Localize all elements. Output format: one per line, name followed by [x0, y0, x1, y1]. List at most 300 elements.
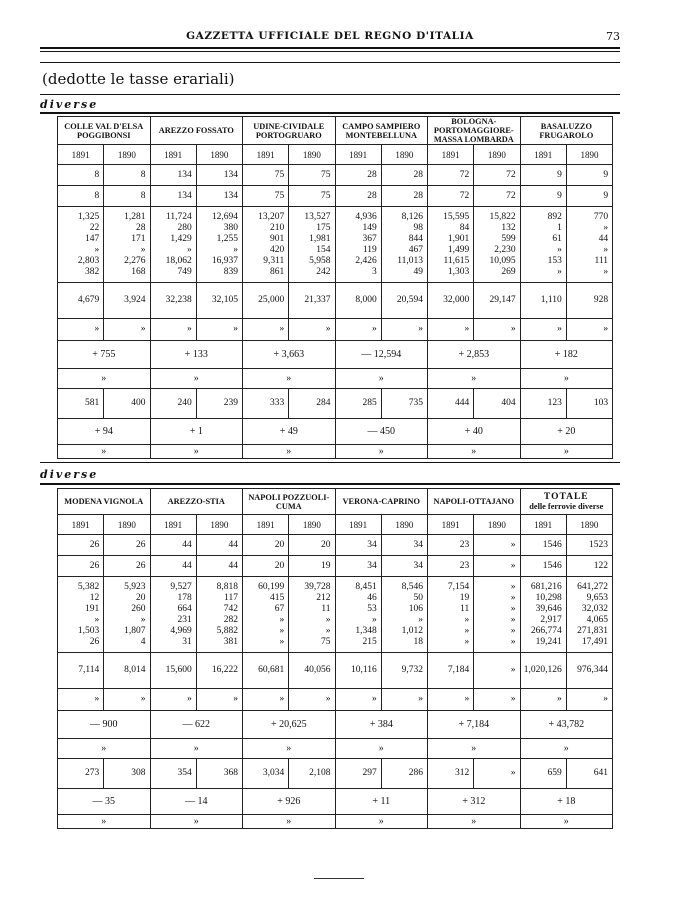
value-cell — [474, 165, 520, 186]
value-text: 60,681 — [258, 665, 285, 675]
difference-cell: + 20 — [520, 419, 613, 445]
value-text: 15,595 84 1,901 1,499 11,615 1,303 — [443, 211, 470, 277]
railway-table-2 — [57, 488, 613, 829]
difference-cell: — 622 — [150, 711, 243, 739]
value-cell — [428, 535, 474, 556]
value-cell — [520, 535, 566, 556]
value-text: 34 — [367, 539, 377, 550]
value-text: 28 — [413, 169, 424, 180]
value-cell — [104, 653, 150, 689]
value-text: 928 — [593, 295, 609, 305]
value-text: » — [279, 694, 285, 704]
value-cell — [520, 319, 566, 341]
value-cell — [381, 759, 427, 789]
value-cell — [243, 283, 289, 319]
difference-cell: + 1 — [150, 419, 243, 445]
value-cell — [381, 283, 427, 319]
difference-cell: + 18 — [520, 789, 613, 815]
value-text: 134 — [177, 190, 192, 201]
year-cell: 1890 — [289, 515, 335, 535]
value-text: 16,222 — [211, 665, 239, 675]
value-text: 134 — [223, 169, 239, 180]
value-text: 72 — [506, 190, 516, 201]
value-text: 9 — [557, 190, 562, 201]
value-text: » — [464, 324, 470, 334]
value-cell — [196, 389, 242, 419]
value-text: 9 — [603, 169, 609, 180]
difference-cell: + 11 — [335, 789, 428, 815]
value-text: 39,728 212 11 » » 75 — [304, 581, 331, 647]
value-text: 284 — [316, 398, 331, 408]
difference-cell: + 312 — [428, 789, 521, 815]
value-text: 23 — [459, 539, 470, 550]
value-cell — [243, 186, 289, 207]
table-row — [58, 577, 613, 653]
value-cell — [335, 535, 381, 556]
value-text: 681,216 10,298 39,646 2,917 266,774 19,241 — [530, 581, 562, 647]
year-cell: 1891 — [243, 145, 289, 165]
column-header — [520, 489, 613, 515]
value-text: 15,600 — [165, 665, 192, 675]
value-cell — [243, 535, 289, 556]
column-header: BOLOGNA-PORTOMAGGIORE-MASSA LOMBARDA — [428, 117, 521, 145]
value-text: 21,337 — [304, 295, 331, 305]
value-text: 60,199 415 67 » » » — [258, 581, 285, 647]
value-text: » — [464, 694, 470, 704]
value-cell — [566, 689, 612, 711]
difference-cell: » — [150, 739, 243, 759]
column-header: UDINE-CIVIDALE PORTOGRUARO — [243, 117, 336, 145]
value-cell — [474, 653, 520, 689]
value-text: 976,344 — [577, 665, 609, 675]
difference-cell: » — [243, 815, 336, 829]
value-cell — [289, 283, 335, 319]
column-header: CAMPO SAMPIERO MONTEBELLUNA — [335, 117, 428, 145]
value-text: 11,724 280 1,429 » 18,062 749 — [165, 211, 192, 277]
value-cell — [474, 319, 520, 341]
difference-cell: » — [428, 369, 521, 389]
value-text: 44 — [182, 560, 192, 571]
difference-cell: + 94 — [58, 419, 151, 445]
table-row — [58, 739, 613, 759]
value-text: 19 — [321, 560, 331, 571]
value-cell — [520, 759, 566, 789]
value-block — [150, 577, 196, 653]
value-text: 8 — [140, 190, 146, 201]
value-block — [104, 577, 150, 653]
value-cell — [566, 186, 612, 207]
value-text: 134 — [177, 169, 192, 180]
value-cell — [196, 556, 242, 577]
value-cell — [381, 389, 427, 419]
value-block — [289, 207, 335, 283]
value-text: 75 — [321, 169, 331, 180]
value-cell — [520, 186, 566, 207]
value-cell — [196, 535, 242, 556]
difference-cell: » — [428, 445, 521, 459]
year-cell: 1891 — [150, 515, 196, 535]
year-cell: 1890 — [196, 145, 242, 165]
value-text: 32,105 — [211, 295, 239, 305]
table-row — [58, 341, 613, 369]
value-text: 892 1 61 » 153 » — [547, 211, 562, 277]
year-cell: 1890 — [566, 515, 612, 535]
value-cell — [520, 556, 566, 577]
value-text: 368 — [223, 768, 239, 778]
difference-cell: » — [243, 739, 336, 759]
value-cell — [289, 186, 335, 207]
value-cell — [335, 556, 381, 577]
value-text: 134 — [223, 190, 239, 201]
value-text: 72 — [506, 169, 516, 180]
value-text: » » » » » » — [510, 581, 516, 647]
value-cell — [104, 535, 150, 556]
value-text: 1546 — [542, 539, 562, 550]
value-text: 641 — [593, 768, 609, 778]
value-cell — [474, 689, 520, 711]
value-block — [335, 577, 381, 653]
table-row — [58, 389, 613, 419]
value-text: 26 — [89, 560, 100, 571]
bottom-rule — [314, 878, 364, 879]
value-block — [196, 207, 242, 283]
value-text: » — [510, 665, 516, 675]
value-block — [566, 577, 612, 653]
subtitle-bottom-rule — [40, 94, 620, 95]
table-row — [58, 711, 613, 739]
difference-cell: » — [58, 815, 151, 829]
value-text: » — [603, 324, 609, 334]
value-text: 8 — [94, 190, 100, 201]
year-cell: 1891 — [520, 145, 566, 165]
value-text: 28 — [367, 190, 377, 201]
value-text: 8 — [94, 169, 100, 180]
year-cell: 1890 — [104, 145, 150, 165]
year-cell: 1891 — [150, 145, 196, 165]
value-text: 8,014 — [124, 665, 146, 675]
difference-cell: + 926 — [243, 789, 336, 815]
value-block — [474, 207, 520, 283]
value-text: 1546 — [542, 560, 562, 571]
year-cell: 1891 — [58, 145, 104, 165]
value-text: 297 — [362, 768, 377, 778]
value-cell — [289, 319, 335, 341]
value-text: » — [510, 324, 516, 334]
value-text: » — [233, 694, 239, 704]
value-text: » — [418, 324, 424, 334]
difference-cell: » — [335, 445, 428, 459]
column-header: BASALUZZO FRUGAROLO — [520, 117, 613, 145]
value-block — [58, 207, 104, 283]
value-text: 34 — [413, 560, 424, 571]
value-text: » — [557, 324, 562, 334]
year-cell: 1891 — [428, 145, 474, 165]
value-cell — [566, 283, 612, 319]
value-block — [196, 577, 242, 653]
value-block — [428, 207, 474, 283]
value-text: 44 — [182, 539, 192, 550]
value-cell — [381, 689, 427, 711]
subtitle: (dedotte le tasse erariali) — [42, 70, 235, 88]
value-cell — [196, 165, 242, 186]
value-block — [289, 577, 335, 653]
value-cell — [566, 653, 612, 689]
value-text: 32,000 — [443, 295, 470, 305]
table-row — [58, 419, 613, 445]
value-cell — [289, 389, 335, 419]
value-text: » — [510, 539, 516, 550]
value-text: 1523 — [589, 539, 609, 550]
table-row — [58, 556, 613, 577]
value-text: 15,822 132 599 2,230 10,095 269 — [489, 211, 516, 277]
value-cell — [566, 759, 612, 789]
year-cell: 1890 — [289, 145, 335, 165]
value-cell — [104, 759, 150, 789]
value-text: 29,147 — [489, 295, 516, 305]
column-header: COLLE VAL D'ELSA POGGIBONSI — [58, 117, 151, 145]
value-text: » — [94, 694, 100, 704]
difference-cell: — 12,594 — [335, 341, 428, 369]
value-cell — [196, 319, 242, 341]
value-text: 20,594 — [396, 295, 424, 305]
value-cell — [428, 389, 474, 419]
value-text: 23 — [459, 560, 470, 571]
difference-cell: » — [428, 739, 521, 759]
table-row — [58, 815, 613, 829]
value-text: 20 — [321, 539, 331, 550]
value-text: 770 » 44 » 111 » — [593, 211, 609, 277]
table-row — [58, 689, 613, 711]
value-cell — [474, 759, 520, 789]
value-text: 72 — [459, 190, 470, 201]
value-text: 1,325 22 147 » 2,803 382 — [77, 211, 100, 277]
value-text: 1,110 — [540, 295, 562, 305]
difference-cell: + 7,184 — [428, 711, 521, 739]
value-block — [104, 207, 150, 283]
difference-cell: + 2,853 — [428, 341, 521, 369]
difference-cell: » — [520, 739, 613, 759]
value-text: 12,694 380 1,255 » 16,937 839 — [211, 211, 239, 277]
value-block — [335, 207, 381, 283]
value-cell — [104, 689, 150, 711]
table-row — [58, 207, 613, 283]
year-cell: 1891 — [428, 515, 474, 535]
value-text: 3,034 — [262, 768, 285, 778]
difference-cell: + 133 — [150, 341, 243, 369]
section-label-1: diverse — [40, 98, 99, 111]
value-text: 273 — [85, 768, 100, 778]
value-text: 75 — [274, 190, 285, 201]
column-header: VERONA-CAPRINO — [335, 489, 428, 515]
table-row — [58, 759, 613, 789]
value-text: 308 — [131, 768, 146, 778]
value-text: 20 — [274, 560, 285, 571]
value-cell — [428, 689, 474, 711]
value-cell — [381, 556, 427, 577]
value-text: 9 — [603, 190, 609, 201]
value-cell — [335, 759, 381, 789]
value-cell — [289, 653, 335, 689]
value-cell — [150, 165, 196, 186]
table1-bottom-rule — [40, 462, 620, 463]
value-cell — [335, 689, 381, 711]
value-cell — [428, 319, 474, 341]
value-cell — [520, 283, 566, 319]
value-cell — [58, 283, 104, 319]
year-cell: 1891 — [335, 515, 381, 535]
header-rule — [40, 47, 620, 49]
year-cell: 1891 — [243, 515, 289, 535]
difference-cell: + 43,782 — [520, 711, 613, 739]
value-text: 333 — [270, 398, 285, 408]
table-row — [58, 369, 613, 389]
year-cell: 1890 — [381, 145, 427, 165]
value-text: » — [233, 324, 239, 334]
difference-cell: » — [150, 445, 243, 459]
value-cell — [243, 556, 289, 577]
value-text: 13,527 175 1,981 154 5,958 242 — [304, 211, 331, 277]
value-cell — [428, 556, 474, 577]
value-text: 444 — [455, 398, 470, 408]
value-text: 122 — [593, 560, 609, 571]
value-cell — [104, 165, 150, 186]
value-text: 26 — [136, 539, 146, 550]
value-text: 10,116 — [350, 665, 377, 675]
difference-cell: » — [335, 739, 428, 759]
value-cell — [289, 535, 335, 556]
difference-cell: — 900 — [58, 711, 151, 739]
value-cell — [335, 186, 381, 207]
value-cell — [289, 689, 335, 711]
value-cell — [243, 653, 289, 689]
value-text: 75 — [274, 169, 285, 180]
year-cell: 1891 — [58, 515, 104, 535]
value-cell — [58, 689, 104, 711]
value-text: 9 — [557, 169, 562, 180]
value-text: » — [279, 324, 285, 334]
value-text: 581 — [85, 398, 100, 408]
value-text: 312 — [455, 768, 470, 778]
value-text: 641,272 9,653 32,032 4,065 271,831 17,491 — [577, 581, 609, 647]
value-cell — [289, 556, 335, 577]
value-cell — [150, 319, 196, 341]
value-text: 32,238 — [165, 295, 192, 305]
value-text: 8,451 46 53 » 1,348 215 — [355, 581, 377, 647]
value-text: » — [372, 324, 377, 334]
year-cell: 1891 — [335, 145, 381, 165]
value-text: 25,000 — [258, 295, 285, 305]
value-text: 8,126 98 844 467 11,013 49 — [397, 211, 424, 277]
newspaper-title: GAZZETTA UFFICIALE DEL REGNO D'ITALIA — [186, 30, 474, 42]
difference-cell: + 182 — [520, 341, 613, 369]
value-text: » — [187, 324, 192, 334]
value-cell — [335, 319, 381, 341]
value-text: 34 — [413, 539, 424, 550]
value-text: 404 — [501, 398, 516, 408]
table-row — [58, 535, 613, 556]
value-text: 3,924 — [124, 295, 146, 305]
value-cell — [474, 186, 520, 207]
year-cell: 1891 — [520, 515, 566, 535]
value-text: » — [325, 324, 331, 334]
value-cell — [243, 759, 289, 789]
value-text: 26 — [89, 539, 100, 550]
value-text: 8,818 117 742 282 5,882 381 — [216, 581, 239, 647]
difference-cell: » — [150, 815, 243, 829]
total-header-subtitle: delle ferrovie diverse — [529, 502, 604, 511]
value-cell — [243, 389, 289, 419]
value-text: 28 — [413, 190, 424, 201]
value-text: 5,382 12 191 » 1,503 26 — [77, 581, 100, 647]
value-text: 20 — [274, 539, 285, 550]
value-cell — [58, 186, 104, 207]
value-text: 7,154 19 11 » » » — [447, 581, 470, 647]
value-text: 44 — [228, 560, 239, 571]
value-cell — [150, 389, 196, 419]
value-text: » — [140, 324, 146, 334]
value-text: 1,281 28 171 » 2,276 168 — [124, 211, 146, 277]
total-header-title: TOTALE — [543, 492, 589, 502]
value-text: 4,679 — [77, 295, 100, 305]
value-cell — [566, 535, 612, 556]
value-block — [520, 577, 566, 653]
value-text: 400 — [131, 398, 146, 408]
value-text: 8,000 — [355, 295, 377, 305]
value-cell — [104, 556, 150, 577]
difference-cell: — 450 — [335, 419, 428, 445]
difference-cell: » — [58, 369, 151, 389]
table-row — [58, 789, 613, 815]
value-cell — [150, 556, 196, 577]
value-cell — [104, 389, 150, 419]
table-row — [58, 653, 613, 689]
value-text: 735 — [408, 398, 424, 408]
value-cell — [428, 186, 474, 207]
year-cell: 1890 — [381, 515, 427, 535]
table-row — [58, 117, 613, 145]
value-cell — [196, 689, 242, 711]
value-text: » — [94, 324, 100, 334]
value-cell — [566, 389, 612, 419]
year-cell: 1890 — [474, 145, 520, 165]
section-label-2: diverse — [40, 468, 99, 481]
value-cell — [150, 535, 196, 556]
difference-cell: » — [520, 815, 613, 829]
value-text: » — [603, 694, 609, 704]
table-row — [58, 319, 613, 341]
value-text: » — [510, 694, 516, 704]
value-cell — [381, 319, 427, 341]
page-number: 73 — [606, 30, 620, 43]
difference-cell: » — [428, 815, 521, 829]
value-text: » — [187, 694, 192, 704]
value-block — [428, 577, 474, 653]
value-block — [58, 577, 104, 653]
subtitle-top-rule — [40, 62, 620, 63]
value-cell — [335, 283, 381, 319]
difference-cell: — 35 — [58, 789, 151, 815]
value-cell — [58, 389, 104, 419]
difference-cell: + 755 — [58, 341, 151, 369]
value-cell — [58, 556, 104, 577]
value-text: 7,114 — [78, 665, 100, 675]
year-cell: 1890 — [196, 515, 242, 535]
value-text: » — [418, 694, 424, 704]
value-text: 354 — [177, 768, 192, 778]
railway-table-1 — [57, 116, 613, 459]
value-cell — [58, 653, 104, 689]
value-cell — [566, 165, 612, 186]
